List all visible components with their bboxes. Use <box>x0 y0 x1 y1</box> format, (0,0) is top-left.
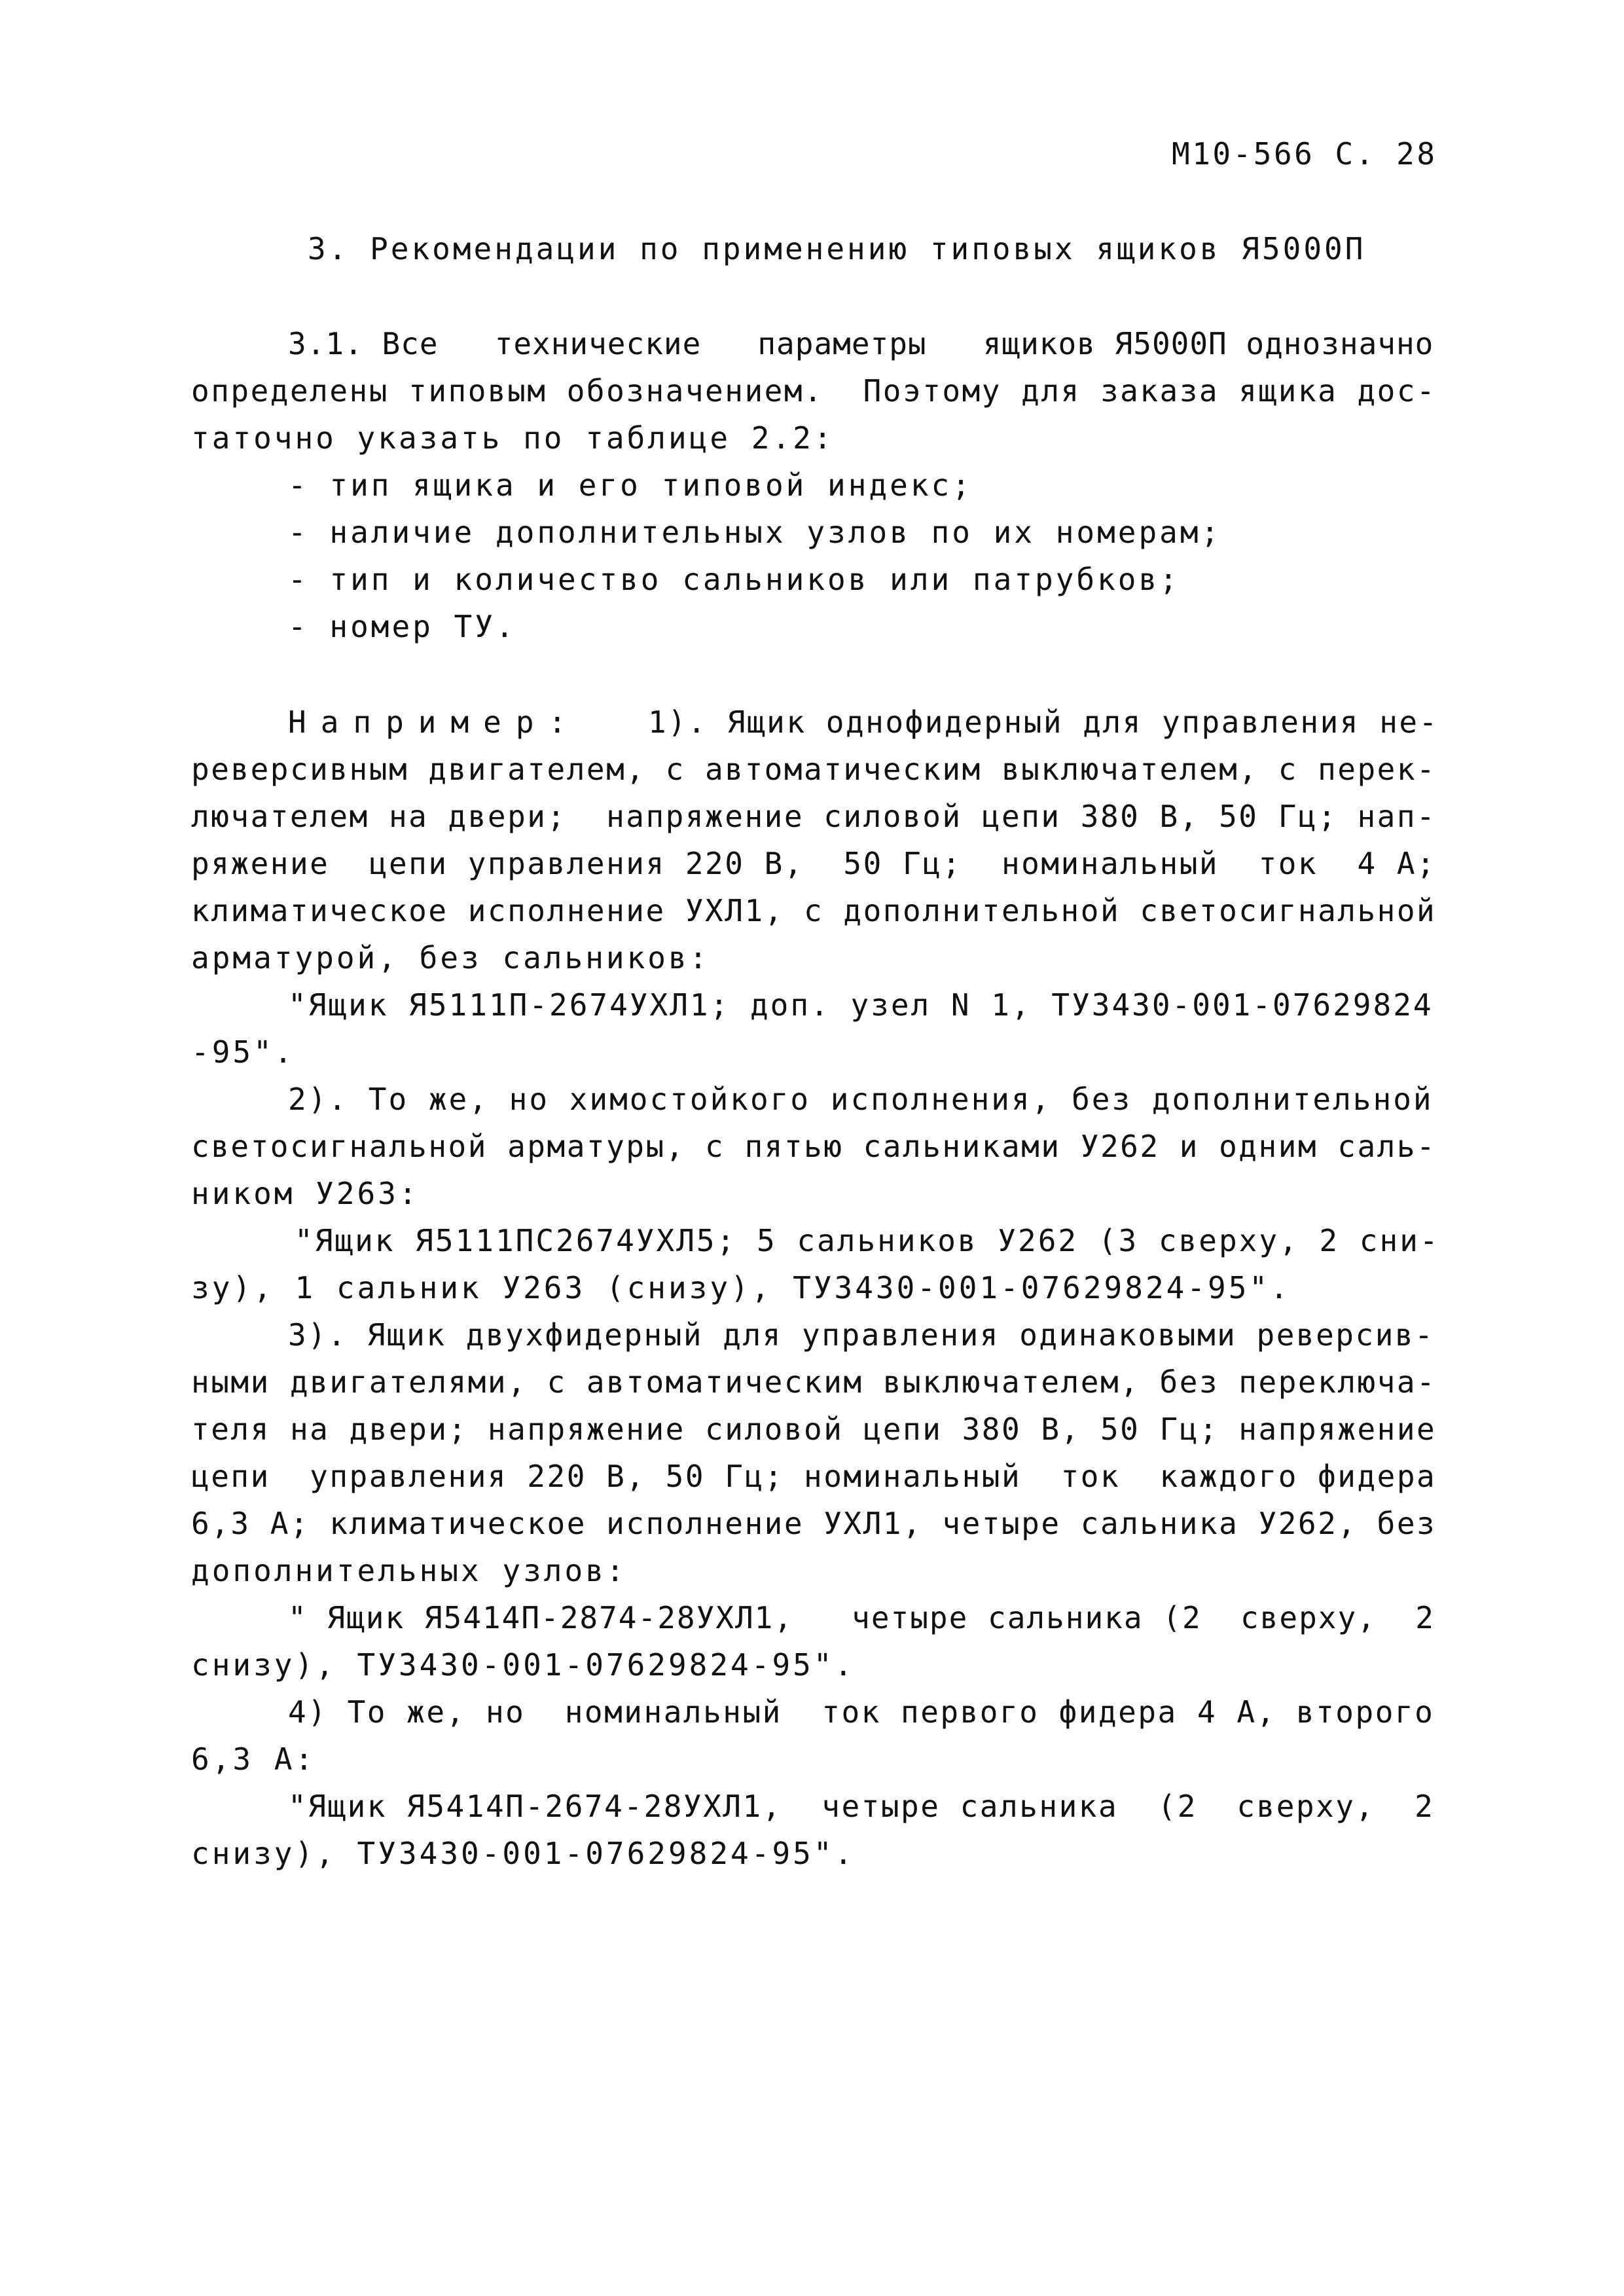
paragraph-line: климатическое исполнение УХЛ1, с дополнительной светосигнальной <box>191 893 1437 928</box>
designation-line: снизу), ТУ3430-001-07629824-95". <box>191 1647 856 1683</box>
designation-line: зу), 1 сальник У263 (снизу), ТУ3430-001-07629824-95". <box>191 1270 1291 1305</box>
paragraph-line: 3). Ящик двухфидерный для управления одинаковыми реверсив- <box>288 1317 1435 1353</box>
list-item: - наличие дополнительных узлов по их номерам; <box>288 515 1222 550</box>
paragraph-line: 3.1. Все технические параметры ящиков Я5000П однозначно <box>288 326 1434 361</box>
list-item: - номер ТУ. <box>288 609 516 644</box>
list-item: - тип ящика и его типовой индекс; <box>288 467 973 503</box>
paragraph-line: лючателем на двери; напряжение силовой цепи 380 В, 50 Гц; нап- <box>191 799 1437 834</box>
designation-line: снизу), ТУ3430-001-07629824-95". <box>191 1836 856 1871</box>
paragraph-line: ряжение цепи управления 220 В, 50 Гц; номинальный ток 4 А; <box>191 846 1437 881</box>
designation-line: "Ящик Я5111ПС2674УХЛ5; 5 сальников У262 (3 сверху, 2 сни- <box>295 1223 1440 1258</box>
page-reference: М10-566 С. 28 <box>1172 136 1437 172</box>
designation-line: "Ящик Я5414П-2674-28УХЛ1, четыре сальника (2 сверху, 2 <box>288 1789 1435 1824</box>
paragraph-line: ником У263: <box>191 1176 420 1211</box>
paragraph-line: 6,3 А; климатическое исполнение УХЛ1, четыре сальника У262, без <box>191 1506 1437 1541</box>
paragraph-line: дополнительных узлов: <box>191 1553 627 1588</box>
paragraph-line: определены типовым обозначением. Поэтому для заказа ящика дос- <box>191 373 1437 409</box>
list-item: - тип и количество сальников или патрубков; <box>288 562 1180 597</box>
paragraph-line: светосигнальной арматуры, с пятью сальниками У262 и одним саль- <box>191 1129 1437 1164</box>
paragraph-line: 6,3 А: <box>191 1741 316 1777</box>
paragraph-line: 1). Ящик однофидерный для управления не- <box>648 704 1439 740</box>
paragraph-line: таточно указать по таблице 2.2: <box>191 420 835 456</box>
designation-line: " Ящик Я5414П-2874-28УХЛ1, четыре сальника (2 сверху, 2 <box>288 1600 1435 1635</box>
designation-line: "Ящик Я5111П-2674УХЛ1; доп. узел N 1, ТУ3430-001-07629824 <box>288 987 1434 1023</box>
example-lead: Например: <box>288 704 581 740</box>
designation-line: -95". <box>191 1034 295 1070</box>
section-title: 3. Рекомендации по применению типовых ящиков Я5000П <box>308 231 1366 266</box>
paragraph-line: теля на двери; напряжение силовой цепи 380 В, 50 Гц; напряжение <box>191 1412 1437 1447</box>
paragraph-line: арматурой, без сальников: <box>191 940 710 975</box>
paragraph-line: ными двигателями, с автоматическим выключателем, без переключа- <box>191 1364 1437 1400</box>
paragraph-line: 4) То же, но номинальный ток первого фидера 4 А, второго <box>288 1694 1435 1730</box>
paragraph-line: цепи управления 220 В, 50 Гц; номинальный ток каждого фидера <box>191 1459 1437 1494</box>
paragraph-line: реверсивным двигателем, с автоматическим выключателем, с перек- <box>191 752 1437 787</box>
paragraph-line: 2). То же, но химостойкого исполнения, без дополнительной <box>288 1082 1434 1117</box>
